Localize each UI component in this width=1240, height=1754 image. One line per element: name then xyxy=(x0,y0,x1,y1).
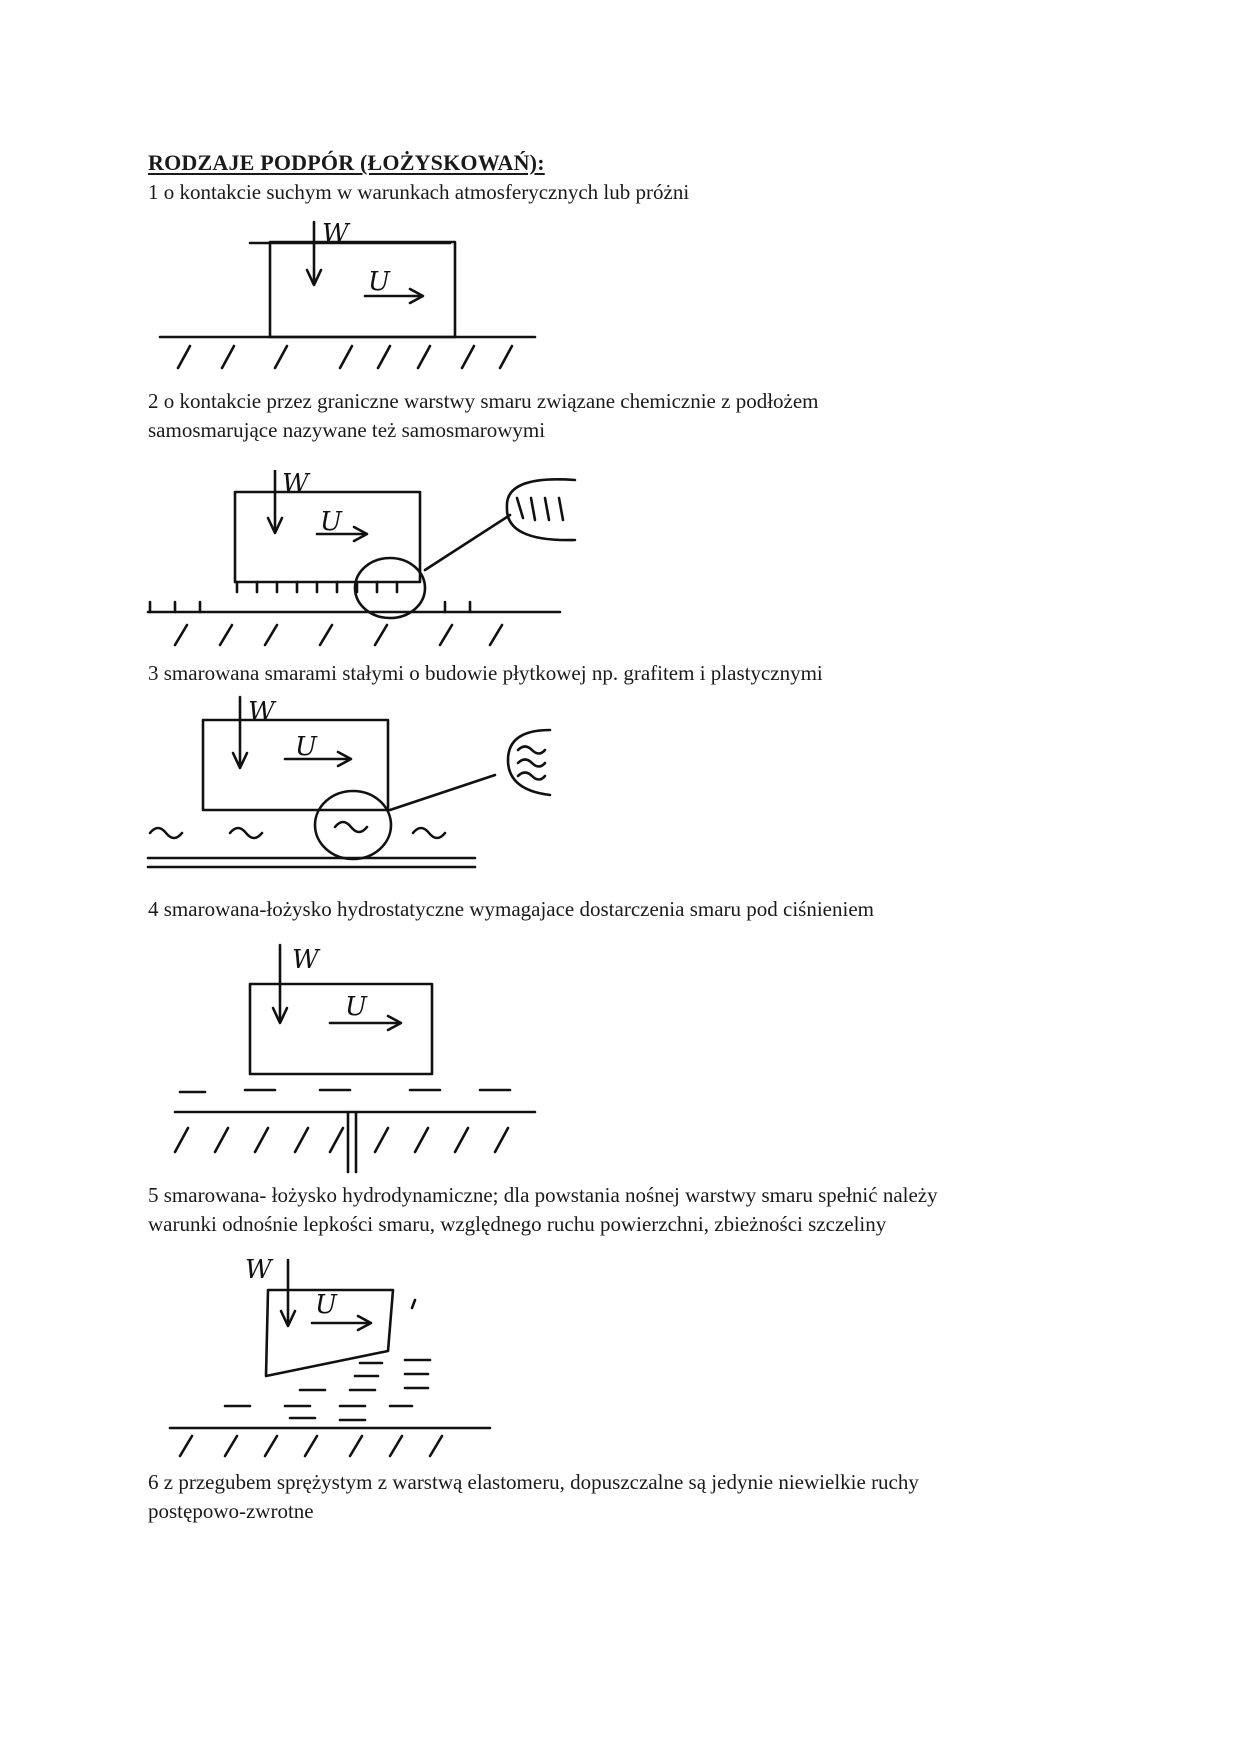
load-label-w: W xyxy=(292,945,319,975)
item-4-line-1: 4 smarowana-łożysko hydrostatyczne wymagajace dostarczenia smaru pod ciśnieniem xyxy=(148,897,874,921)
figure-solid-lubrication xyxy=(145,695,565,890)
detail-circle xyxy=(315,791,391,859)
detail-magnified-waves xyxy=(518,747,545,780)
item-1-line-1: 1 o kontakcie suchym w warunkach atmosferycznych lub próżni xyxy=(148,180,690,204)
item-2-line-2: samosmarujące nazywane też samosmarowymi xyxy=(148,418,546,442)
ground-hatching xyxy=(175,625,502,645)
item-3-line-1: 3 smarowana smarami stałymi o budowie płytkowej np. grafitem i plastycznymi xyxy=(148,661,823,685)
item-2-text xyxy=(148,387,819,445)
velocity-label-u: U xyxy=(320,507,342,537)
load-label-w: W xyxy=(322,219,349,249)
velocity-label-u: U xyxy=(345,992,367,1022)
item-5-line-1: 5 smarowana- łożysko hydrodynamiczne; dla powstania nośnej warstwy smaru spełnić należy xyxy=(148,1183,938,1207)
figure-dry-contact xyxy=(150,210,570,375)
lubricant-wave-4 xyxy=(413,828,445,838)
load-label-w: W xyxy=(282,470,309,499)
sliding-block xyxy=(250,984,432,1074)
velocity-label-u: U xyxy=(315,1290,337,1320)
detail-magnified xyxy=(508,730,550,795)
load-label-w: W xyxy=(245,1255,272,1285)
detail-leader-line xyxy=(425,515,510,570)
lubricant-film-dashes xyxy=(180,1090,510,1092)
item-6-line-2: postępowo-zwrotne xyxy=(148,1499,314,1523)
velocity-label-u: U xyxy=(368,267,390,297)
lubricant-wave-3 xyxy=(335,822,367,832)
document-title: RODZAJE PODPÓR (ŁOŻYSKOWAŃ): xyxy=(148,150,545,175)
ground-hatching xyxy=(175,1128,508,1152)
detail-circle xyxy=(355,558,425,618)
item-5-line-2: warunki odnośnie lepkości smaru, względnego ruchu powierzchni, zbieżności szczeliny xyxy=(148,1212,887,1236)
figure-hydrodynamic-bearing xyxy=(150,1248,510,1463)
item-6-text xyxy=(148,1468,919,1526)
sliding-block xyxy=(270,242,455,337)
detail-leader-line xyxy=(390,775,495,810)
boundary-layer-block xyxy=(237,582,397,592)
lubricant-wave-1 xyxy=(150,828,182,838)
detail-magnified-hatching xyxy=(517,498,563,520)
load-label-w: W xyxy=(248,697,275,727)
ground-hatching xyxy=(178,346,512,368)
item-2-line-1: 2 o kontakcie przez graniczne warstwy smaru związane chemicznie z podłożem xyxy=(148,389,819,413)
figure-hydrostatic-bearing xyxy=(150,940,550,1175)
sliding-block xyxy=(235,492,420,582)
velocity-label-u: U xyxy=(295,732,317,762)
item-5-text xyxy=(148,1181,938,1239)
stray-mark xyxy=(412,1300,415,1308)
item-3-text xyxy=(148,659,823,688)
figure-boundary-lubrication xyxy=(145,470,585,655)
boundary-layer-ground xyxy=(150,602,470,612)
lubricant-wave-2 xyxy=(230,828,262,838)
detail-magnified xyxy=(507,479,575,540)
lubricant-film-dashes xyxy=(225,1406,412,1420)
item-6-line-1: 6 z przegubem sprężystym z warstwą elastomeru, dopuszczalne są jedynie niewielkie ruchy xyxy=(148,1470,919,1494)
item-1-text xyxy=(148,178,689,207)
item-4-text xyxy=(148,895,874,924)
ground-hatching xyxy=(180,1436,442,1456)
